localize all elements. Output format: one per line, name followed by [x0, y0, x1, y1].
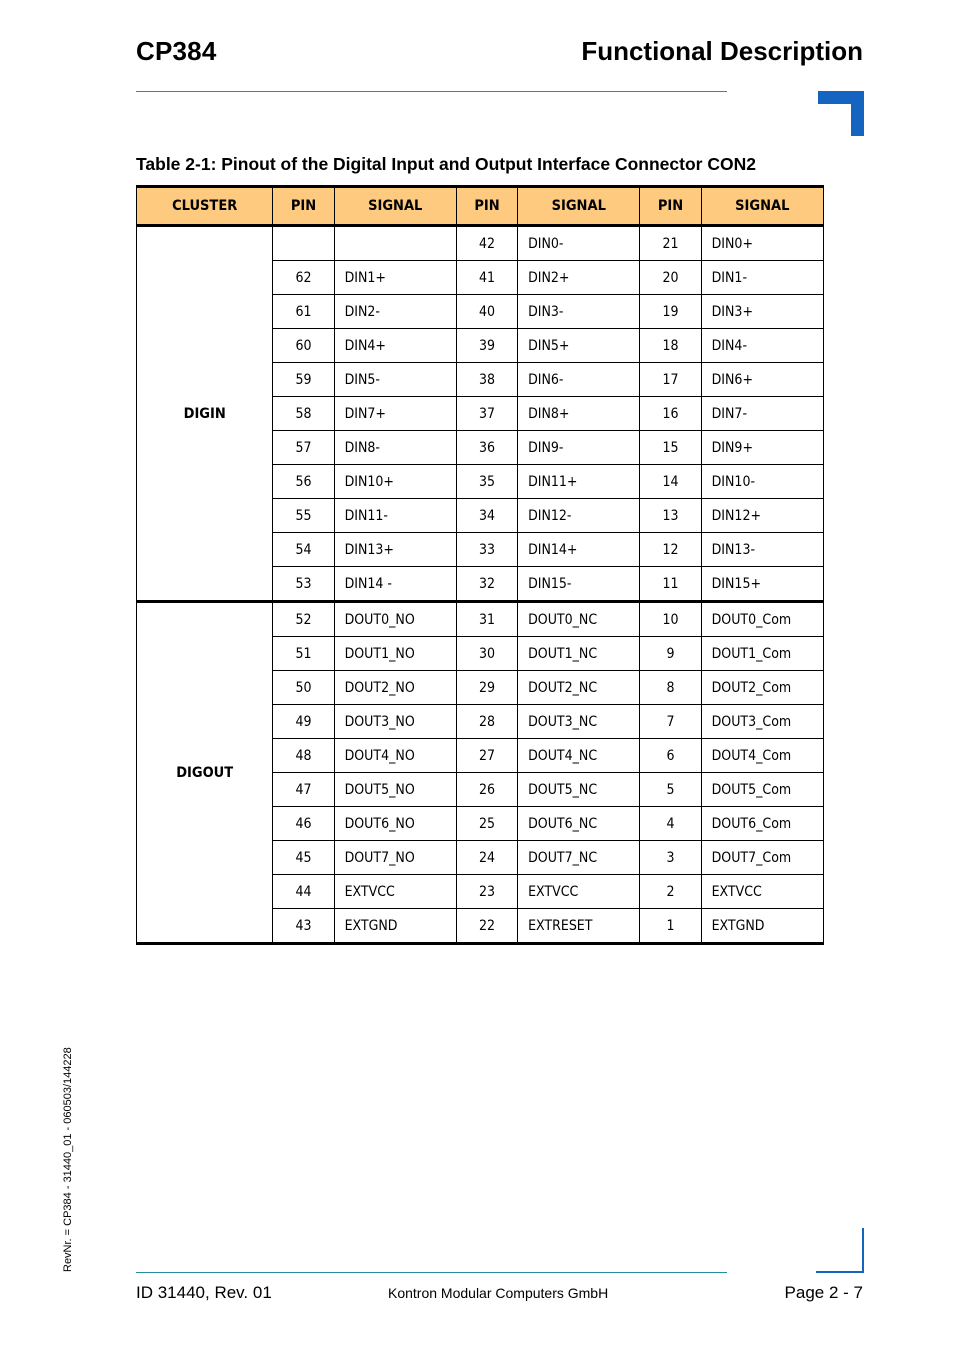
section-title: Functional Description [581, 36, 863, 66]
signal-cell: DIN5+ [518, 329, 640, 363]
table-row [137, 226, 824, 261]
cluster-cell: DIGOUT [137, 602, 273, 944]
pin-cell: 55 [273, 499, 334, 533]
pin-cell: 26 [456, 773, 517, 807]
footer-doc-id: ID 31440, Rev. 01 [136, 1283, 272, 1302]
signal-cell: DIN0- [518, 226, 640, 261]
signal-cell: DIN11+ [518, 465, 640, 499]
pin-cell: 17 [640, 363, 701, 397]
pin-cell: 8 [640, 671, 701, 705]
revision-note: RevNr. = CP384 - 31440_01 - 060503/144228 [62, 1047, 74, 1272]
pin-cell: 25 [456, 807, 517, 841]
pin-cell: 34 [456, 499, 517, 533]
pin-cell: 44 [273, 875, 334, 909]
signal-cell: DOUT0_NO [334, 602, 456, 637]
pin-cell: 5 [640, 773, 701, 807]
signal-cell: DIN8- [334, 431, 456, 465]
pin-cell: 30 [456, 637, 517, 671]
signal-cell: DOUT4_NC [518, 739, 640, 773]
pin-cell: 15 [640, 431, 701, 465]
column-header: SIGNAL [701, 187, 823, 226]
pin-cell: 54 [273, 533, 334, 567]
signal-cell: DOUT5_NO [334, 773, 456, 807]
pin-cell: 47 [273, 773, 334, 807]
signal-cell: DIN0+ [701, 226, 823, 261]
pin-cell: 21 [640, 226, 701, 261]
signal-cell: EXTGND [334, 909, 456, 944]
pin-cell: 33 [456, 533, 517, 567]
signal-cell: DOUT1_NO [334, 637, 456, 671]
pin-cell: 11 [640, 567, 701, 602]
pin-cell: 16 [640, 397, 701, 431]
pin-cell: 56 [273, 465, 334, 499]
signal-cell: DOUT7_Com [701, 841, 823, 875]
column-header: PIN [640, 187, 701, 226]
pin-cell: 62 [273, 261, 334, 295]
pin-cell: 35 [456, 465, 517, 499]
signal-cell: DIN15+ [701, 567, 823, 602]
footer-rule [136, 1272, 727, 1273]
signal-cell: DIN8+ [518, 397, 640, 431]
signal-cell: DOUT5_Com [701, 773, 823, 807]
signal-cell: DIN2- [334, 295, 456, 329]
column-header: PIN [273, 187, 334, 226]
pin-cell: 49 [273, 705, 334, 739]
pin-cell: 61 [273, 295, 334, 329]
pin-cell: 20 [640, 261, 701, 295]
column-header: PIN [456, 187, 517, 226]
pin-cell: 57 [273, 431, 334, 465]
doc-title: CP384 [136, 36, 217, 66]
pin-cell: 27 [456, 739, 517, 773]
pin-cell: 48 [273, 739, 334, 773]
signal-cell: DIN9- [518, 431, 640, 465]
pin-cell: 59 [273, 363, 334, 397]
signal-cell: DOUT2_Com [701, 671, 823, 705]
pin-cell: 38 [456, 363, 517, 397]
pin-cell: 29 [456, 671, 517, 705]
pin-cell: 39 [456, 329, 517, 363]
pin-cell [273, 226, 334, 261]
table-header-row [137, 187, 824, 226]
column-header: SIGNAL [334, 187, 456, 226]
signal-cell: DIN5- [334, 363, 456, 397]
signal-cell: DOUT7_NC [518, 841, 640, 875]
pin-cell: 2 [640, 875, 701, 909]
pin-cell: 51 [273, 637, 334, 671]
signal-cell: DIN13+ [334, 533, 456, 567]
signal-cell: DIN2+ [518, 261, 640, 295]
pin-cell: 22 [456, 909, 517, 944]
pin-cell: 46 [273, 807, 334, 841]
signal-cell: DOUT3_NC [518, 705, 640, 739]
pin-cell: 18 [640, 329, 701, 363]
signal-cell: DIN1- [701, 261, 823, 295]
footer-page-number: Page 2 - 7 [784, 1283, 863, 1302]
signal-cell: DOUT7_NO [334, 841, 456, 875]
pin-cell: 36 [456, 431, 517, 465]
signal-cell: DOUT0_Com [701, 602, 823, 637]
signal-cell: DIN6+ [701, 363, 823, 397]
signal-cell: DOUT6_Com [701, 807, 823, 841]
pin-cell: 53 [273, 567, 334, 602]
signal-cell: DIN9+ [701, 431, 823, 465]
signal-cell: DIN4- [701, 329, 823, 363]
signal-cell: DIN14 - [334, 567, 456, 602]
pin-cell: 45 [273, 841, 334, 875]
signal-cell: DIN10+ [334, 465, 456, 499]
signal-cell: DOUT1_Com [701, 637, 823, 671]
pin-cell: 10 [640, 602, 701, 637]
signal-cell: DIN10- [701, 465, 823, 499]
signal-cell: DOUT4_Com [701, 739, 823, 773]
pin-cell: 50 [273, 671, 334, 705]
pin-cell: 28 [456, 705, 517, 739]
pinout-table [136, 185, 824, 945]
table-caption: Table 2-1: Pinout of the Digital Input and Output Interface Connector CON2 [136, 154, 756, 174]
signal-cell: DOUT3_Com [701, 705, 823, 739]
pin-cell: 9 [640, 637, 701, 671]
signal-cell: DOUT2_NC [518, 671, 640, 705]
column-header: SIGNAL [518, 187, 640, 226]
pin-cell: 42 [456, 226, 517, 261]
signal-cell: DIN4+ [334, 329, 456, 363]
signal-cell: EXTVCC [518, 875, 640, 909]
pin-cell: 1 [640, 909, 701, 944]
signal-cell: EXTVCC [701, 875, 823, 909]
cluster-cell: DIGIN [137, 226, 273, 602]
corner-mark-icon [818, 91, 864, 136]
signal-cell: DIN3- [518, 295, 640, 329]
signal-cell: EXTGND [701, 909, 823, 944]
signal-cell: EXTRESET [518, 909, 640, 944]
signal-cell: DIN15- [518, 567, 640, 602]
table-row [137, 602, 824, 637]
pin-cell: 24 [456, 841, 517, 875]
signal-cell: DIN13- [701, 533, 823, 567]
signal-cell: DIN7+ [334, 397, 456, 431]
signal-cell: EXTVCC [334, 875, 456, 909]
pin-cell: 40 [456, 295, 517, 329]
signal-cell: DIN6- [518, 363, 640, 397]
signal-cell: DOUT6_NO [334, 807, 456, 841]
signal-cell: DOUT3_NO [334, 705, 456, 739]
signal-cell: DOUT1_NC [518, 637, 640, 671]
signal-cell: DIN7- [701, 397, 823, 431]
signal-cell: DIN3+ [701, 295, 823, 329]
header-rule [136, 91, 727, 92]
pin-cell: 23 [456, 875, 517, 909]
signal-cell: DOUT2_NO [334, 671, 456, 705]
signal-cell: DIN11- [334, 499, 456, 533]
pin-cell: 37 [456, 397, 517, 431]
pin-cell: 3 [640, 841, 701, 875]
pin-cell: 31 [456, 602, 517, 637]
signal-cell: DIN12- [518, 499, 640, 533]
signal-cell: DOUT6_NC [518, 807, 640, 841]
pin-cell: 58 [273, 397, 334, 431]
pin-cell: 41 [456, 261, 517, 295]
pin-cell: 19 [640, 295, 701, 329]
pin-cell: 13 [640, 499, 701, 533]
pin-cell: 12 [640, 533, 701, 567]
pin-cell: 52 [273, 602, 334, 637]
pin-cell: 60 [273, 329, 334, 363]
signal-cell [334, 226, 456, 261]
table-body [137, 226, 824, 944]
signal-cell: DIN14+ [518, 533, 640, 567]
pin-cell: 7 [640, 705, 701, 739]
signal-cell: DOUT4_NO [334, 739, 456, 773]
pin-cell: 4 [640, 807, 701, 841]
pin-cell: 43 [273, 909, 334, 944]
signal-cell: DIN12+ [701, 499, 823, 533]
column-header: CLUSTER [137, 187, 273, 226]
pin-cell: 6 [640, 739, 701, 773]
footer-corner-mark-icon [816, 1228, 864, 1273]
signal-cell: DOUT5_NC [518, 773, 640, 807]
signal-cell: DOUT0_NC [518, 602, 640, 637]
footer-company: Kontron Modular Computers GmbH [388, 1285, 609, 1301]
pin-cell: 32 [456, 567, 517, 602]
signal-cell: DIN1+ [334, 261, 456, 295]
pin-cell: 14 [640, 465, 701, 499]
